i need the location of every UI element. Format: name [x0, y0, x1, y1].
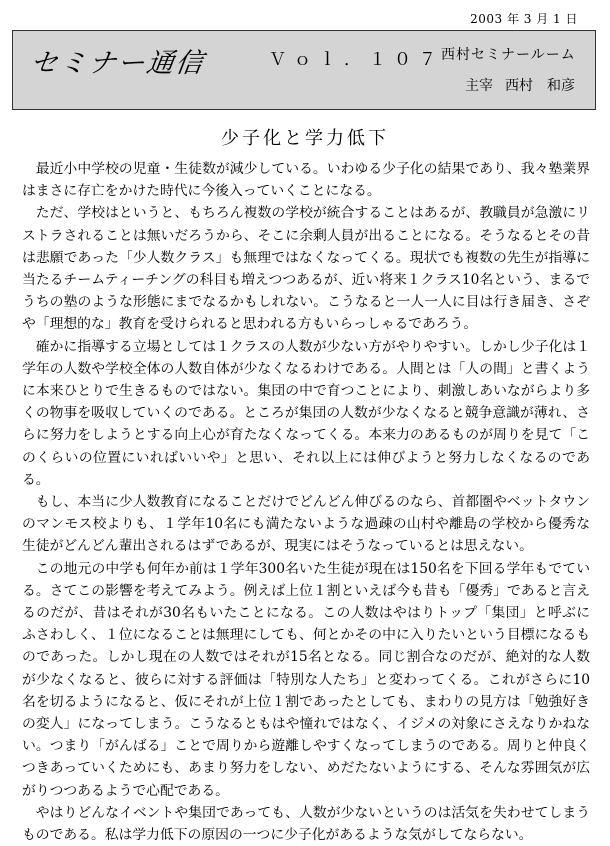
paragraph: もし、本当に少人数教育になることだけでどんどん伸びるのなら、首都圏やベットタウンのマンモス校よりも、１学年10名にも満たないような過疎の山村や離島の学校から優秀な生徒がどんどん輩出されるはずであるが、現実にはそうなっているとは思えない。	[22, 494, 590, 555]
paragraph: 最近小中学校の児童・生徒数が減少している。いわゆる少子化の結果であり、我々塾業界はまさに存亡をかけた時代に今後入っていくことになる。	[22, 161, 590, 200]
article-headline: 少子化と学力低下	[221, 128, 389, 149]
paragraph: 確かに指導する立場としては１クラスの人数が少ない方がやりやすい。しかし少子化は１学年の人数や学校全体の人数自体が少なくなるわけである。人間とは「人の間」と書くように本来ひとりで生きるものではない。集団の中で育つことにより、刺激しあいながらより多くの物事を吸収していくのである。ところが集団の人数が少なくなると競争意識が薄れ、さらに努力をしようとする向上心が育たなくなってくる。本来力のあるものが周りを見て「このくらいの位置にいればいいや」と思い、それ以上には伸びようと努力しなくなるのである。	[22, 338, 590, 488]
editor-name: 西村 和彦	[505, 78, 575, 94]
newsletter-title: セミナー通信	[28, 48, 207, 79]
newsletter-header	[12, 30, 596, 110]
issue-date: 2003 年 3 月 1 日	[470, 12, 578, 26]
organization-name: 西村セミナールーム	[441, 47, 576, 63]
editor-role: 主宰	[465, 78, 493, 94]
article-body	[22, 158, 590, 846]
paragraph: やはりどんなイベントや集団であっても、人数が少ないというのは活気を失わせてしまうものである。私は学力低下の原因の一つに少子化があるような気がしてならない。	[22, 804, 590, 844]
editor-line	[465, 75, 587, 95]
paragraph: この地元の中学も何年か前は１学年300名いた生徒が現在は150名を下回る学年もでている。さてこの影響を考えてみよう。例えば上位１割といえば今も昔も「優秀」であると言えるのだが、昔はそれが30名もいたことになる。この人数はやはりトップ「集団」と呼ぶにふさわしく、１位になることは無理にしても、何とかその中に入りたいという目標になるものであった。しかし現在の人数ではそれが15名となる。同じ割合なのだが、絶対的な人数が少なくなると、彼らに対する評価は「特別な人たち」と変わってくる。これがさらに10名を切るようになると、仮にそれが上位１割であったとしても、まわりの見方は「勉強好きの変人」になってしまう。こうなるともはや憧れではなく、イジメの対象にさえなりかねない。つまり「がんばる」ことで周りから遊離しやすくなってしまうのである。周りと仲良くつきあっていくためにも、あまり努力をしない、めだたないようにする、そんな雰囲気が広がりつつあるようで心配である。	[22, 560, 590, 799]
volume-number: Ｖｏｌ．１０７	[269, 50, 444, 70]
paragraph: ただ、学校はというと、もちろん複数の学校が統合することはあるが、教職員が急激にリストラされることは無いだろうから、そこに余剰人員が出ることになる。そうなるとその昔は悲願であった「少人数クラス」も無理ではなくなってくる。現状でも複数の先生が指導に当たるチームティーチングの科目も増えつつあるが、近い将来１クラス10名という、まるでうちの塾のような形態にまでなるかもしれない。こうなると一人一人に目は行き届き、さぞや「理想的な」教育を受けられると思われる方もいらっしゃるであろう。	[22, 205, 590, 333]
